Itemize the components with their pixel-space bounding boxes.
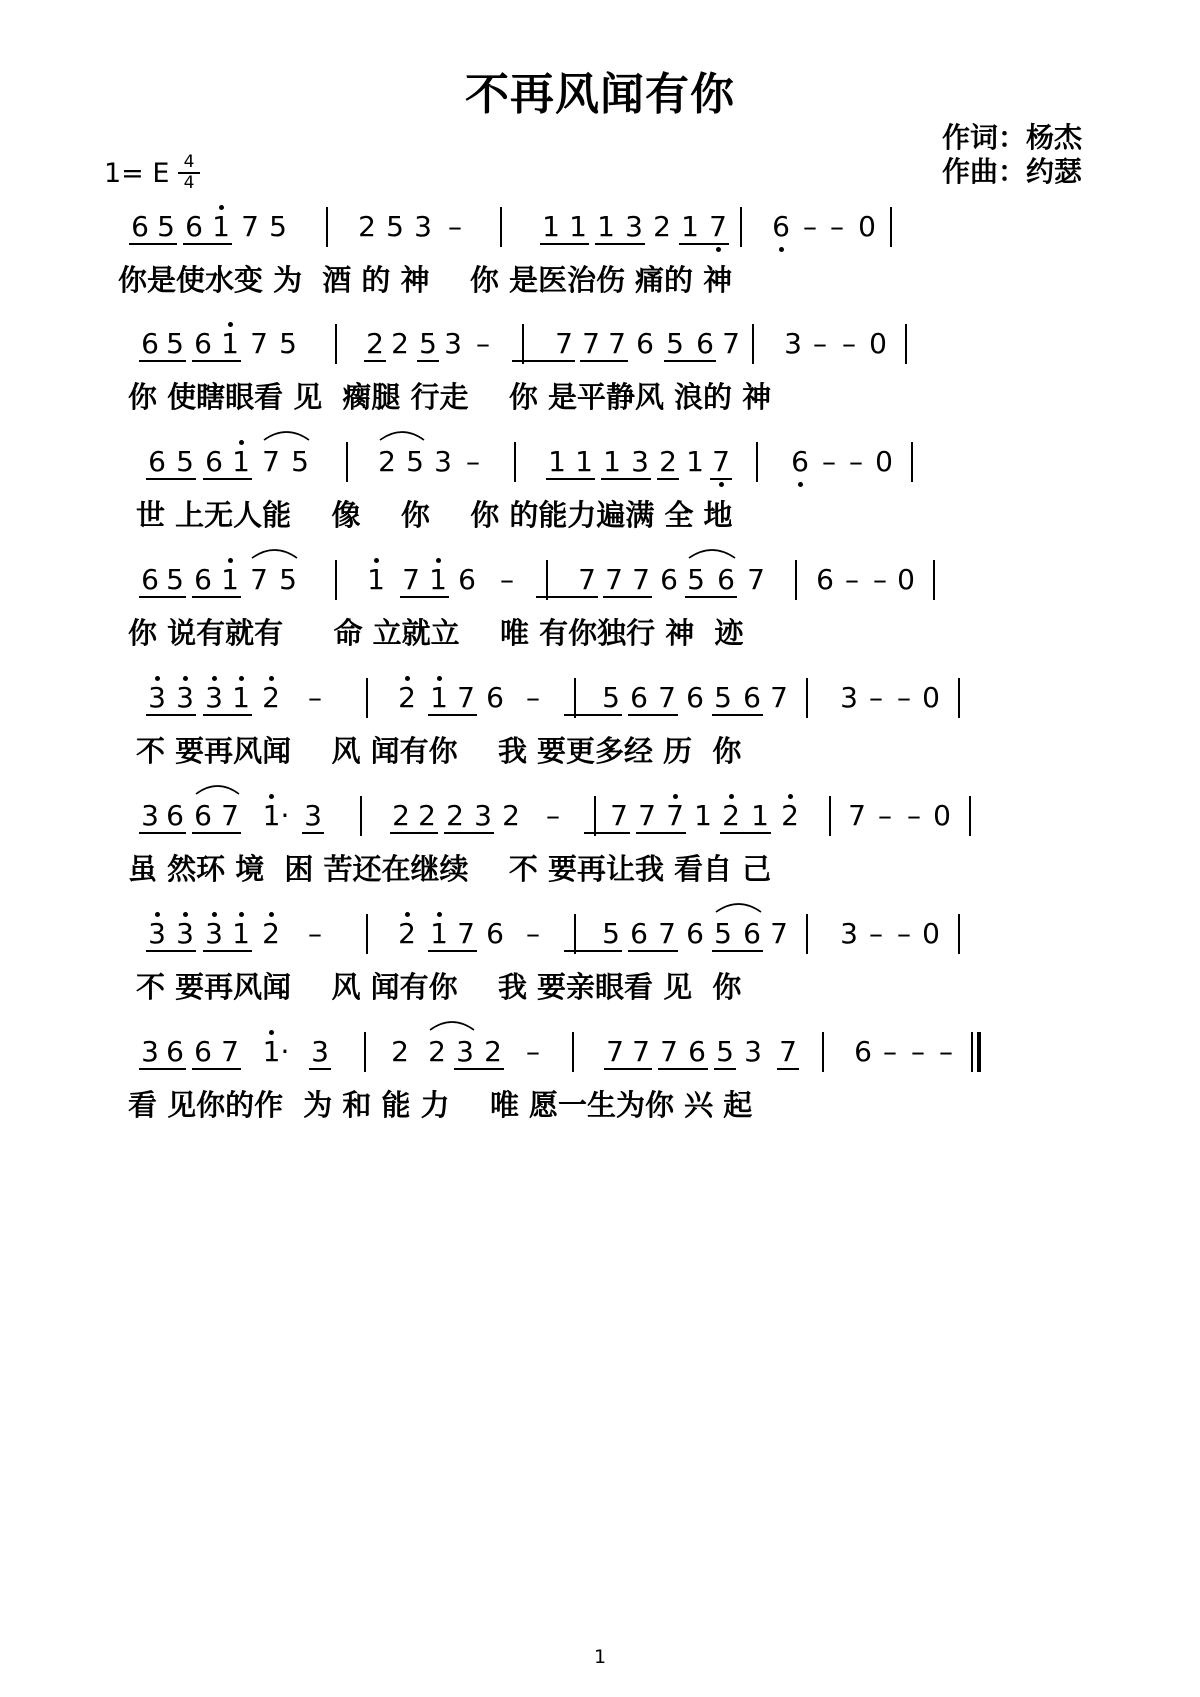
note: 1 [603,445,621,478]
lyric-line: 你 使瞎眼看 见 瘸腿 行走 你 是平静风 浪的 神 [128,380,772,414]
note: 2 [378,445,396,478]
dash: – [897,681,911,714]
note: 7 [666,799,684,832]
note: 5 [714,917,732,950]
slur [252,550,297,558]
note: 2 [262,917,280,950]
note: 7 [608,327,626,360]
note: 2 [398,681,416,714]
note: 2 [781,799,799,832]
note: 3 [141,1035,159,1068]
note: 6 [686,917,704,950]
note: 3 [840,681,858,714]
note: 7 [578,563,596,596]
note: 1 [367,563,385,596]
note: 7 [241,210,259,243]
note: 5 [716,1035,734,1068]
slur [716,904,761,912]
page-number: 1 [593,1646,607,1668]
dash: – [878,799,892,832]
note: 6 [486,681,504,714]
time-signature-bottom: 4 [183,173,195,193]
note: 6 [743,681,761,714]
note: 2 [398,917,416,950]
composer-credit: 作曲：约瑟 [942,155,1083,188]
note: 7 [221,1035,239,1068]
note: 2 [366,327,384,360]
note: 7 [722,327,740,360]
note: 1 [681,210,699,243]
note: 5 [157,210,175,243]
note: 0 [922,917,940,950]
note: 1 [575,445,593,478]
dash: – [883,1035,897,1068]
note: 2 [722,799,740,832]
note: 1 [542,210,560,243]
lyric-line: 不 要再风闻 风 闻有你 我 要亲眼看 见 你 [136,970,742,1004]
dash: – [500,563,514,596]
note: 5 [291,445,309,478]
note: 2 [391,327,409,360]
note: 1 [694,799,712,832]
note: 1 [430,917,448,950]
note: 1 [221,327,239,360]
dash: – [803,210,817,243]
slur [380,432,424,440]
dash: – [526,1035,540,1068]
dash: – [526,917,540,950]
note: 7 [610,799,628,832]
note: 0 [897,563,915,596]
note: 1 [232,681,250,714]
note: 3 [205,917,223,950]
note: 1 [429,563,447,596]
note: 2 [446,799,464,832]
dash: – [476,327,490,360]
note: 2 [392,799,410,832]
note: 3 [205,681,223,714]
dash: – [546,799,560,832]
note: 7 [658,917,676,950]
note: 5 [602,681,620,714]
note: 7 [250,327,268,360]
note: 6 [854,1035,872,1068]
note: 7 [402,563,420,596]
note: 6 [458,563,476,596]
note: 3 [176,681,194,714]
note: 6 [194,563,212,596]
note: 0 [933,799,951,832]
note: 6 [166,1035,184,1068]
note: 6 [194,799,212,832]
dash: – [308,917,322,950]
dash: – [939,1035,953,1068]
note: 2 [659,445,677,478]
note: 7 [779,1035,797,1068]
note: 3 [304,799,322,832]
note: 1 [548,445,566,478]
note: 6 [717,563,735,596]
slur [196,786,239,794]
note: 0 [869,327,887,360]
note: 2 [418,799,436,832]
note: 1 [597,210,615,243]
note: 7 [606,1035,624,1068]
note: 6 [686,681,704,714]
note: 5 [279,563,297,596]
note: 1 [212,210,230,243]
note: 1· [262,1035,290,1068]
note: 0 [875,445,893,478]
note: 3 [434,445,452,478]
note: 5 [714,681,732,714]
note: 7 [770,917,788,950]
note: 7 [660,1035,678,1068]
note: 1 [686,445,704,478]
note: 6 [185,210,203,243]
time-signature-top: 4 [183,152,195,172]
note: 0 [858,210,876,243]
note: 5 [687,563,705,596]
note: 7 [638,799,656,832]
slur [264,432,309,440]
note: 7 [747,563,765,596]
note: 6 [772,210,790,243]
note: 7 [555,327,573,360]
lyric-line: 虽 然环 境 困 苦还在继续 不 要再让我 看自 己 [128,852,772,886]
slur [430,1022,474,1030]
dash: – [869,917,883,950]
note: 3 [141,799,159,832]
note: 7 [221,799,239,832]
note: 3 [444,327,462,360]
note: 2 [391,1035,409,1068]
note: 3 [148,917,166,950]
note: 5 [406,445,424,478]
dash: – [813,327,827,360]
lyric-line: 你是使水变 为 酒 的 神 你 是医治伤 痛的 神 [118,263,733,297]
note: 6 [141,563,159,596]
song-title: 不再风闻有你 [465,69,735,120]
dash: – [897,917,911,950]
note: 2 [484,1035,502,1068]
note: 3 [474,799,492,832]
note: 6 [791,445,809,478]
note: 5 [176,445,194,478]
note: 5 [279,327,297,360]
note: 1 [569,210,587,243]
note: 7 [848,799,866,832]
note: 6 [148,445,166,478]
note: 6 [630,681,648,714]
note: 5 [386,210,404,243]
dash: – [845,563,859,596]
note: 1 [430,681,448,714]
note: 6 [630,917,648,950]
key-signature: 1= E [104,158,170,189]
note: 2 [262,681,280,714]
note: 3 [148,681,166,714]
note: 6 [660,563,678,596]
note: 7 [632,1035,650,1068]
note: 3 [625,210,643,243]
note: 6 [141,327,159,360]
note: 2 [502,799,520,832]
dash: – [907,799,921,832]
note: 5 [166,563,184,596]
note: 7 [262,445,280,478]
lyric-line: 世 上无人能 像 你 你 的能力遍满 全 地 [136,498,733,532]
dash: – [869,681,883,714]
note: 6 [743,917,761,950]
note: 5 [419,327,437,360]
note: 3 [414,210,432,243]
note: 3 [744,1035,762,1068]
note: 3 [456,1035,474,1068]
note: 1 [751,799,769,832]
note: 6 [205,445,223,478]
note: 7 [605,563,623,596]
note: 6 [194,327,212,360]
note: 6 [131,210,149,243]
note: 6 [636,327,654,360]
note: 2 [428,1035,446,1068]
lyricist-credit: 作词：杨杰 [942,121,1083,154]
note: 5 [666,327,684,360]
lyric-line: 你 说有就有 命 立就立 唯 有你独行 神 迹 [128,616,744,650]
note: 3 [784,327,802,360]
note: 5 [602,917,620,950]
lyric-line: 看 见你的作 为 和 能 力 唯 愿一生为你 兴 起 [128,1088,753,1122]
slur [689,550,735,558]
dash: – [842,327,856,360]
note: 7 [632,563,650,596]
note: 7 [457,681,475,714]
note: 7 [250,563,268,596]
note: 6 [816,563,834,596]
dash: – [822,445,836,478]
dash: – [849,445,863,478]
dash: – [448,210,462,243]
note: 1 [232,445,250,478]
note: 7 [709,210,727,243]
dash: – [466,445,480,478]
note: 6 [696,327,714,360]
note: 6 [486,917,504,950]
note: 3 [631,445,649,478]
note: 1 [221,563,239,596]
lyric-line: 不 要再风闻 风 闻有你 我 要更多经 历 你 [136,734,742,768]
note: 3 [840,917,858,950]
dash: – [830,210,844,243]
note: 6 [194,1035,212,1068]
note: 2 [653,210,671,243]
note: 0 [922,681,940,714]
note: 7 [712,445,730,478]
note: 3 [176,917,194,950]
note: 7 [457,917,475,950]
note: 1 [232,917,250,950]
note: 5 [269,210,287,243]
note: 1· [262,799,290,832]
note: 3 [311,1035,329,1068]
dash: – [911,1035,925,1068]
note: 7 [582,327,600,360]
dash: – [526,681,540,714]
dash: – [308,681,322,714]
dash: – [873,563,887,596]
note: 5 [166,327,184,360]
note: 7 [658,681,676,714]
note: 7 [770,681,788,714]
note: 6 [166,799,184,832]
note: 2 [358,210,376,243]
note: 6 [688,1035,706,1068]
